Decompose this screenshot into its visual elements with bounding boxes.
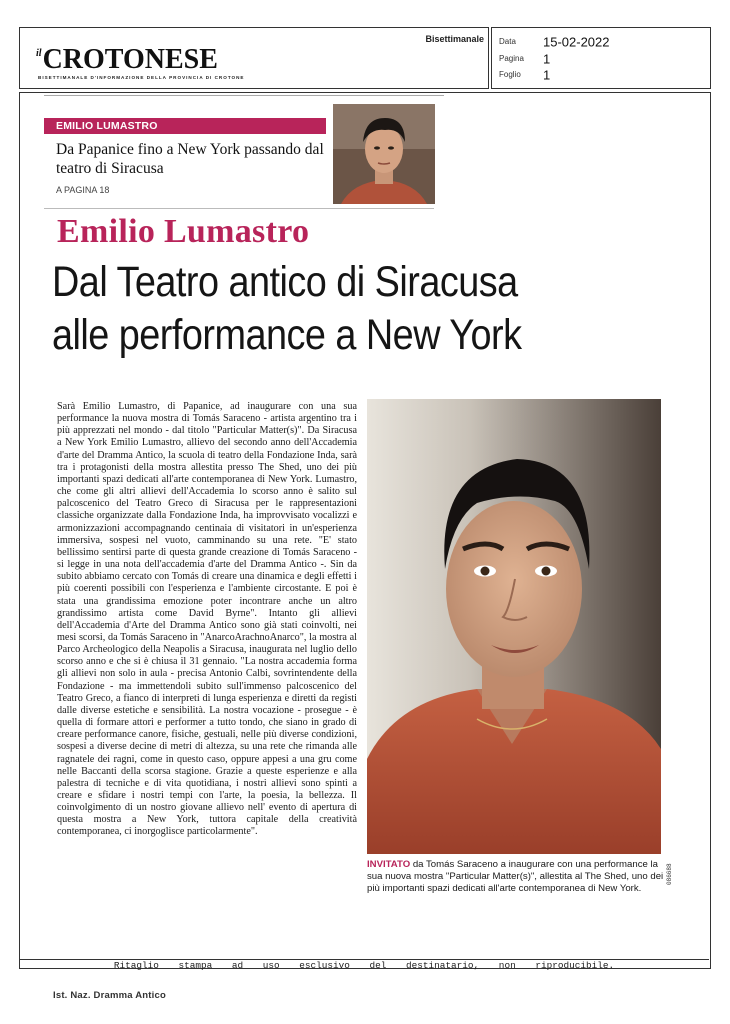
article-headline (52, 256, 615, 362)
meta-date (499, 33, 610, 51)
main-portrait-photo (367, 399, 661, 854)
article-kicker: Emilio Lumastro (57, 213, 310, 250)
meta-value: 15-02-2022 (543, 34, 610, 50)
teaser-band-label: EMILIO LUMASTRO (56, 120, 158, 132)
teaser-band (44, 118, 326, 134)
meta-label: Foglio (499, 70, 521, 80)
meta-sheet (499, 66, 550, 84)
top-divider (44, 95, 444, 96)
headline-line-2: alle performance a New York (52, 311, 522, 359)
newspaper-logo (36, 44, 218, 76)
footer-notice: Ritaglio stampa ad uso esclusivo del destinatario, non riproducibile. (113, 960, 615, 971)
logo-text: CROTONESE (42, 44, 218, 75)
teaser-title: Da Papanice fino a New York passando dal teatro di Siracusa (56, 141, 324, 177)
headline-line-1: Dal Teatro antico di Siracusa (52, 258, 518, 306)
caption-text: da Tomás Saraceno a inaugurare con una performance la sua nuova mostra "Particular Matter(s)", allestita al The Shed, uno dei più importanti spazi dedicati all'arte contemporanea di New York. (367, 859, 664, 895)
teaser-portrait-photo (333, 104, 435, 204)
caption-lead: INVITATO (367, 859, 411, 870)
teaser-divider (44, 208, 434, 209)
logo-subtitle: BISETTIMANALE D'INFORMAZIONE DELLA PROVINCIA DI CROTONE (38, 75, 245, 80)
article-body: Sarà Emilio Lumastro, di Papanice, ad inaugurare con una sua performance la nuova mostra di Tomás Saraceno - artista argentino tra i più apprezzati nel mondo - dal titolo "Particular Matter(s)". Da Siracusa a New York Emilio Lumastro, allievo del secondo anno dell'Accademia d'arte del Dramma Antico, la scuola di teatro della Fondazione Inda, sarà tra i protagonisti della mostra allestita presso The Shed, uno dei più importanti spazi dedicati all'arte contemporanea di New York. Lumastro, che come gli altri allievi dell'Accademia lo scorso anno è salito sul palcoscenico del Teatro Greco di Siracusa per le rappresentazioni classiche organizzate dalla Fondazione Inda, ha improvvisato vocalizzi e armonizzazioni accompagnando centinaia di visitatori in un'esperienza immersiva, sospesi nel vuoto, camminando su una rete. "E' stato bellissimo sentirsi parte di questa grande creazione di Tomás Saraceno - si legge in una nota dell'accademia d'arte del Dramma Antico -. Sin da subito abbiamo cercato con Tomás di creare una dinamica e degli effetti i più coerenti possibili con l'esperienza e l'ambiente circostante. E poi è stata una grandissima emozione poter incontrare anche un altro grandissimo artista come David Byrne". Intanto gli allievi dell'Accademia d'Arte del Dramma Antico sono già stati coinvolti, nei mesi scorsi, da Tomás Saraceno in "AnarcoArachnoAnarco", la mostra al Parco Archeologico della Neapolis a Siracusa, inaugurata nel luglio dello scorso anno e che si è chiusa il 31 gennaio. "La nostra accademia forma gli allievi non solo in aula - precisa Antonio Calbi, sovrintendente della Fondazione - ma immettendoli subito sull'immenso palcoscenico del Teatro Greco, a fianco di interpreti di lunga esperienza e diretti da registi dalle diverse estetiche e sensibilità. La nostra vocazione - prosegue - è quella di formare attori e performer a tutto tondo, che siano in grado di creare performance canore, fisiche, gestuali, nelle più diverse condizioni, sospesi a diverse decine di metri di altezza, su una rete che rimanda alle ragnatele dei ragni, come in questo caso, oppure appesi a una gru come nelle Baccanti della scorsa stagione. Grazie a queste esperienze e alla palestra di tecniche e di vita quotidiana, i nostri allievi sono spinti a creare e sfidare i nostri tempi con l'arte, la poesia, la bellezza. Il coinvolgimento di un nostro giovane allievo nell' evento di apertura di questa mostra a New York, tuttora capitale della creatività contemporanea, ci inorgoglisce particolarmente". (57, 401, 357, 838)
meta-label: Pagina (499, 54, 524, 64)
side-code: 086688 (666, 863, 673, 885)
meta-value: 1 (543, 51, 551, 67)
source-label: Ist. Naz. Dramma Antico (53, 990, 166, 1001)
meta-label: Data (499, 37, 516, 47)
photo-caption (367, 859, 667, 896)
teaser-page-ref: A PAGINA 18 (56, 185, 110, 195)
meta-value: 1 (543, 67, 551, 83)
logo-prefix: il (36, 48, 42, 59)
periodicity-label: Bisettimanale (425, 34, 484, 44)
